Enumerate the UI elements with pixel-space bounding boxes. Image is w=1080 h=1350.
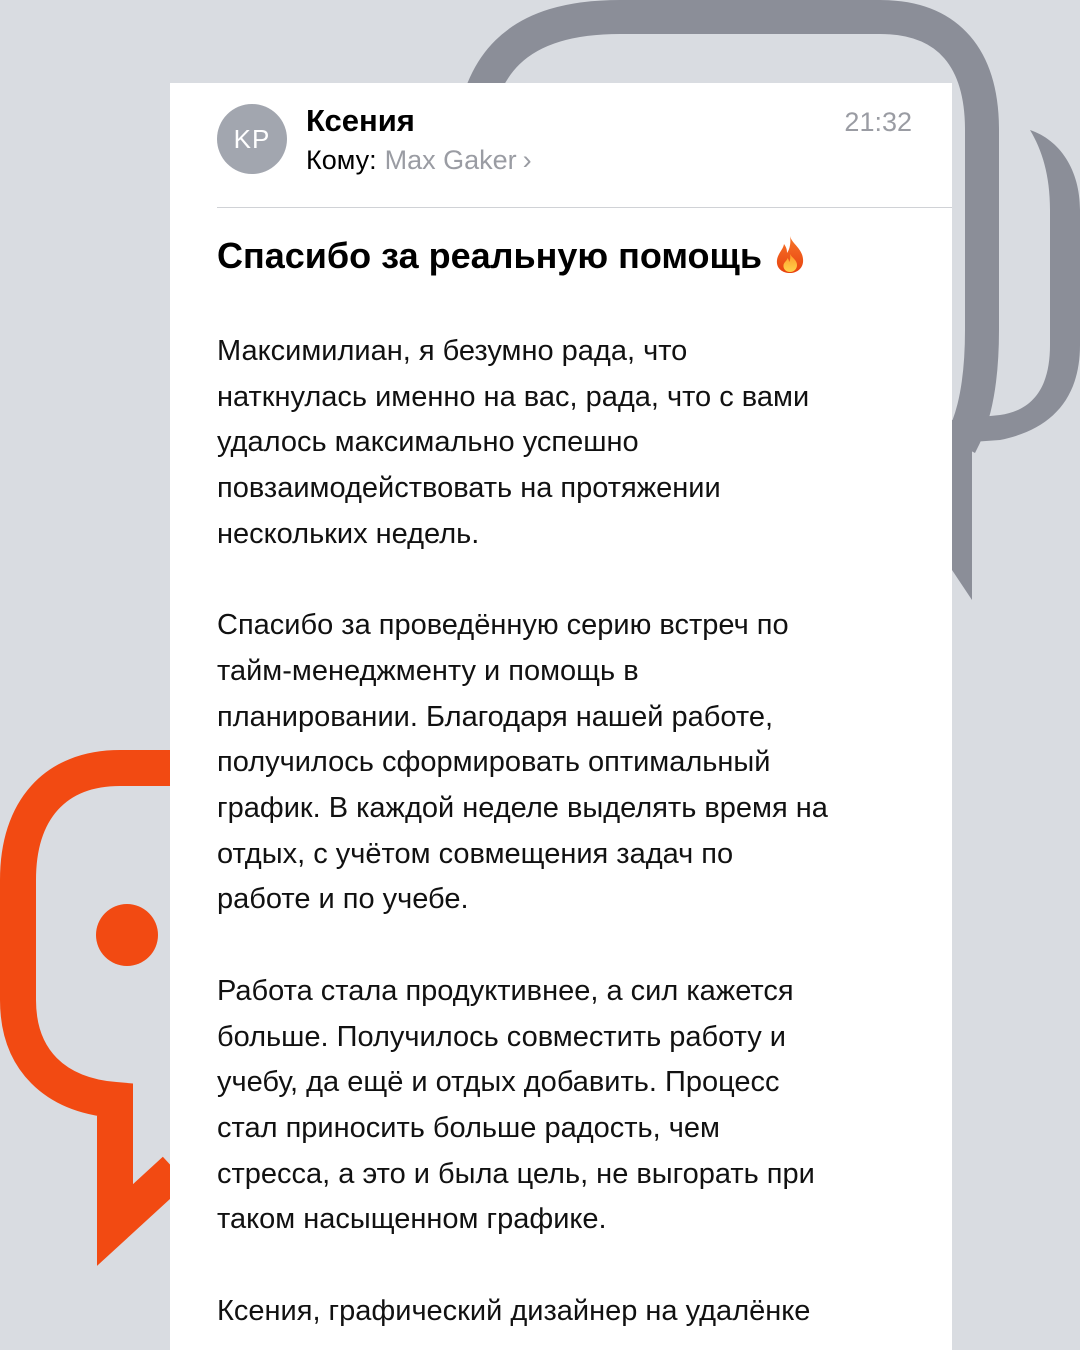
email-header	[170, 83, 952, 208]
email-signature: Ксения, графический дизайнер на удалёнке	[217, 1294, 811, 1327]
fire-icon	[772, 234, 808, 274]
recipient-line	[306, 142, 532, 178]
chevron-right-icon[interactable]: ›	[522, 145, 532, 175]
email-subject	[217, 233, 808, 279]
email-view	[170, 83, 952, 1350]
subject-text: Спасибо за реальную помощь	[217, 235, 763, 276]
to-label: Кому:	[306, 145, 377, 175]
sender-name[interactable]: Ксения	[306, 103, 415, 138]
body-paragraph: Работа стала продуктивнее, а сил кажется больше. Получилось совместить работу и учебу, да ещё и отдых добавить. Процесс стал приносить больше радость, чем стресса, а это и была цель, не выгорать при таком насыщенном графике.	[217, 974, 815, 1236]
orange-speech-bubble	[18, 768, 175, 1225]
email-time: 21:32	[844, 107, 912, 137]
recipient-name[interactable]: Max Gaker	[384, 145, 517, 175]
avatar[interactable]: KP	[217, 104, 287, 174]
body-paragraph: Максимилиан, я безумно рада, что наткнулась именно на вас, рада, что с вами удалось максимально успешно повзаимодействовать на протяжении нескольких недель.	[217, 335, 810, 550]
body-paragraph: Спасибо за проведённую серию встреч по тайм-менеджменту и помощь в планировании. Благодаря нашей работе, получилось сформировать оптимальный график. В каждой неделе выделять время на отдых, с учётом совмещения задач по работе и по учебе.	[217, 609, 828, 916]
header-divider	[217, 207, 952, 208]
orange-dot-icon	[96, 904, 158, 966]
email-body	[217, 329, 917, 1334]
